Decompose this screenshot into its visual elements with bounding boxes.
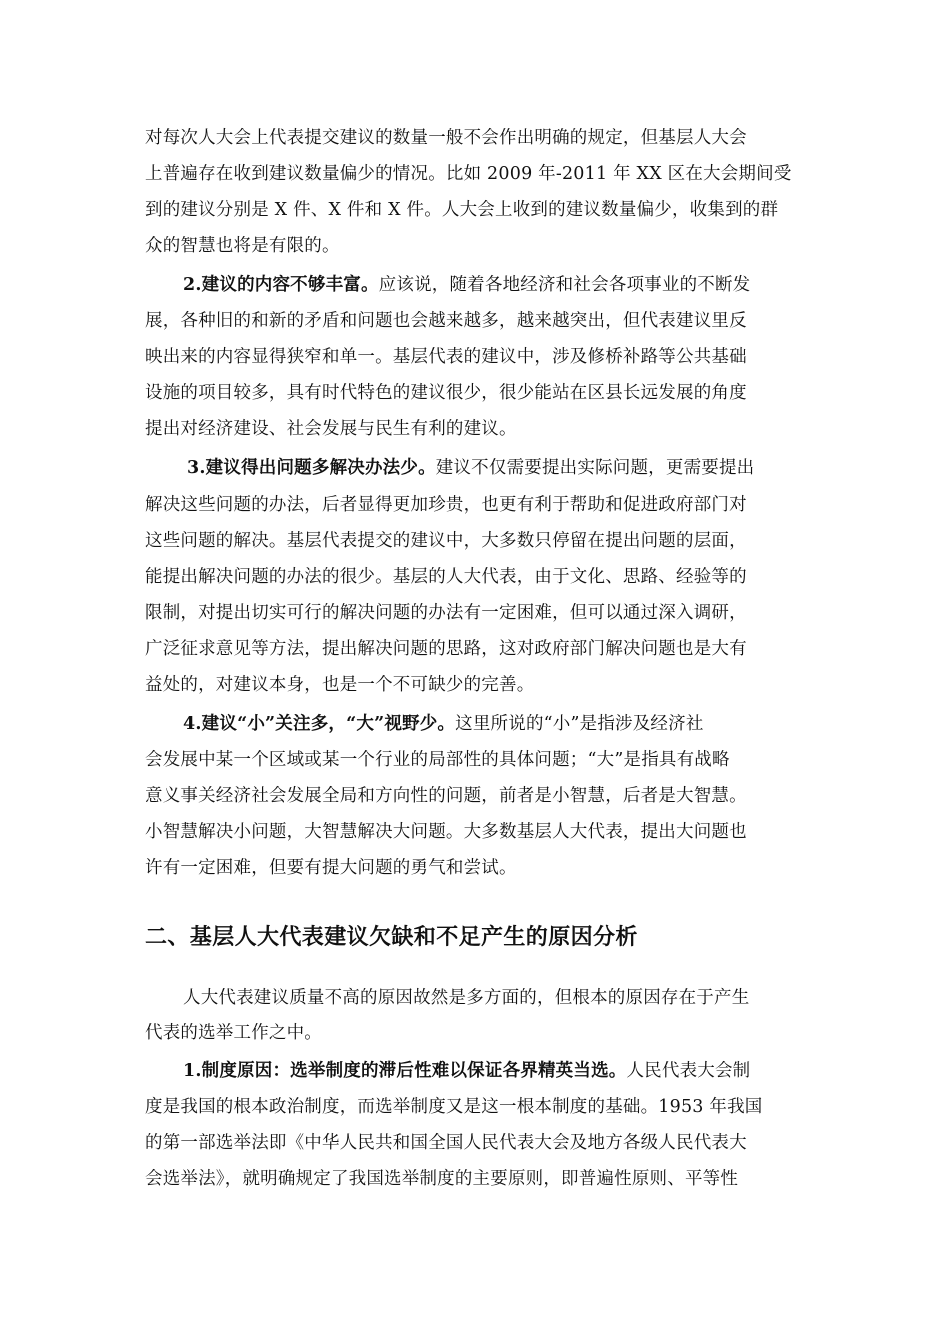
paragraph-line: 映出来的内容显得狭窄和单一。基层代表的建议中，涉及修桥补路等公共基础 — [145, 347, 747, 367]
paragraph-line: 对每次人大会上代表提交建议的数量一般不会作出明确的规定，但基层人大会 — [145, 128, 747, 148]
paragraph-line: 许有一定困难，但要有提大问题的勇气和尝试。 — [145, 858, 517, 878]
paragraph-line: 到的建议分别是 X 件、X 件和 X 件。人大会上收到的建议数量偏少，收集到的群 — [145, 200, 779, 220]
paragraph-line: 解决这些问题的办法，后者显得更加珍贵，也更有利于帮助和促进政府部门对 — [145, 495, 747, 515]
cause-1-text: 人民代表大会制 — [626, 1061, 751, 1081]
paragraph-line: 能提出解决问题的办法的很少。基层的人大代表，由于文化、思路、经验等的 — [145, 567, 747, 587]
paragraph-line: 会发展中某一个区域或某一个行业的局部性的具体问题；“大”是指具有战略 — [145, 750, 730, 770]
paragraph-line: 提出对经济建设、社会发展与民生有利的建议。 — [145, 419, 517, 439]
paragraph-line: 限制，对提出切实可行的解决问题的办法有一定困难，但可以通过深入调研， — [145, 603, 747, 623]
point-4-text: 这里所说的“小”是指涉及经济社 — [455, 714, 704, 734]
point-3-text: 建议不仅需要提出实际问题，更需要提出 — [435, 458, 755, 478]
paragraph-line: 益处的，对建议本身，也是一个不可缺少的完善。 — [145, 675, 535, 695]
paragraph-line: 设施的项目较多，具有时代特色的建议很少，很少能站在区县长远发展的角度 — [145, 383, 747, 403]
paragraph-line: 人大代表建议质量不高的原因故然是多方面的，但根本的原因存在于产生 — [183, 988, 750, 1008]
paragraph-line: 广泛征求意见等方法，提出解决问题的思路，这对政府部门解决问题也是大有 — [145, 639, 747, 659]
point-3-first-line — [187, 456, 754, 480]
point-2-text: 应该说，随着各地经济和社会各项事业的不断发 — [378, 275, 751, 295]
paragraph-line: 展，各种旧的和新的矛盾和问题也会越来越多，越来越突出，但代表建议里反 — [145, 311, 747, 331]
section-heading: 二、基层人大代表建议欠缺和不足产生的原因分析 — [145, 925, 638, 950]
paragraph-line: 代表的选举工作之中。 — [145, 1023, 322, 1043]
point-2-first-line — [183, 273, 750, 297]
paragraph-line: 度是我国的根本政治制度，而选举制度又是这一根本制度的基础。1953 年我国 — [145, 1097, 763, 1117]
paragraph-line: 会选举法》，就明确规定了我国选举制度的主要原则，即普遍性原则、平等性 — [145, 1169, 739, 1189]
point-4-first-line — [183, 712, 704, 736]
point-2-title: 2.建议的内容不够丰富。 — [183, 275, 379, 295]
paragraph-line: 的第一部选举法即《中华人民共和国全国人民代表大会及地方各级人民代表大 — [145, 1133, 747, 1153]
paragraph-line: 这些问题的解决。基层代表提交的建议中，大多数只停留在提出问题的层面， — [145, 531, 747, 551]
cause-1-first-line — [183, 1059, 750, 1083]
point-4-title: 4.建议“小”关注多，“大”视野少。 — [183, 714, 456, 734]
paragraph-line: 众的智慧也将是有限的。 — [145, 236, 340, 256]
point-3-title: 3.建议得出问题多解决办法少。 — [187, 458, 436, 478]
paragraph-line: 小智慧解决小问题，大智慧解决大问题。大多数基层人大代表，提出大问题也 — [145, 822, 747, 842]
paragraph-line: 意义事关经济社会发展全局和方向性的问题，前者是小智慧，后者是大智慧。 — [145, 786, 747, 806]
paragraph-line: 上普遍存在收到建议数量偏少的情况。比如 2009 年-2011 年 XX 区在大会期间受 — [145, 164, 792, 184]
cause-1-title: 1.制度原因：选举制度的滞后性难以保证各界精英当选。 — [183, 1061, 627, 1081]
